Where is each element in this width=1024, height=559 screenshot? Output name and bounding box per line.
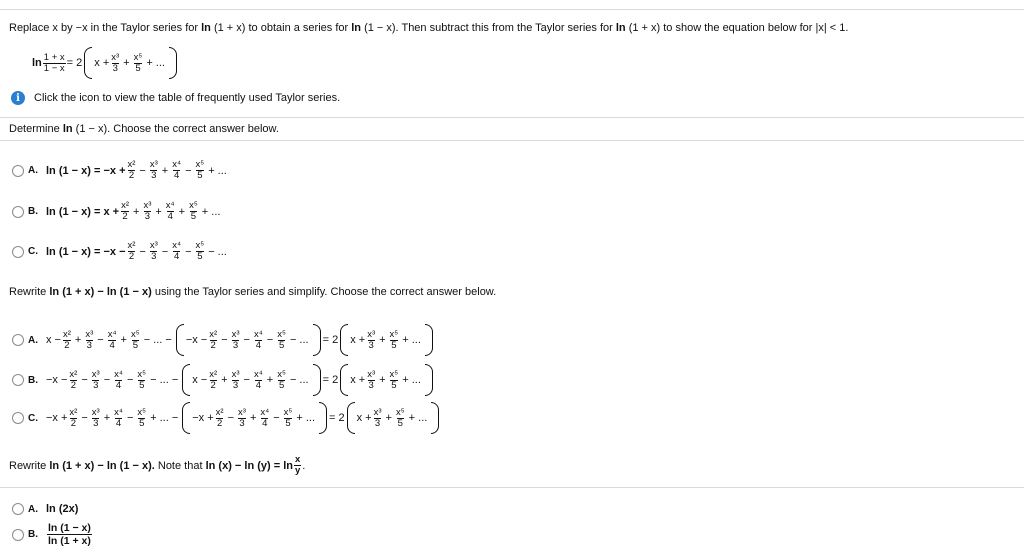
- operator: +: [385, 412, 392, 424]
- fraction: [113, 370, 124, 391]
- numerator: x⁵: [189, 200, 198, 211]
- denominator: 2: [128, 170, 135, 181]
- fraction: [120, 201, 130, 222]
- fraction: [215, 408, 225, 429]
- series-lead: x −: [192, 374, 208, 386]
- denominator: 5: [397, 417, 403, 429]
- operator: −: [266, 334, 274, 346]
- numerator: x: [294, 454, 301, 465]
- right-paren: [425, 364, 433, 396]
- operator: −: [139, 245, 146, 258]
- fraction: [208, 370, 218, 391]
- numerator: x³: [91, 406, 100, 418]
- denominator: 4: [255, 339, 262, 351]
- series-lead: −x +: [46, 412, 68, 424]
- fraction: [68, 370, 78, 391]
- ellipsis: + ...: [402, 334, 421, 346]
- operator: −: [243, 374, 250, 386]
- denominator: 2: [216, 417, 223, 429]
- denominator: ln (1 + x): [48, 535, 91, 547]
- intro-part: ln: [615, 22, 626, 34]
- ellipsis: + ... −: [150, 412, 179, 424]
- fraction: [366, 330, 376, 351]
- info-icon[interactable]: i: [11, 91, 25, 105]
- fraction: [373, 408, 383, 429]
- fraction: [276, 330, 287, 351]
- numerator: x⁴: [172, 159, 182, 170]
- fraction: [253, 330, 264, 351]
- denominator: 5: [139, 379, 145, 391]
- numerator: x³: [149, 240, 158, 251]
- numerator: x⁵: [137, 406, 147, 418]
- denominator: 3: [368, 339, 374, 351]
- denominator: 4: [115, 417, 122, 429]
- operator: +: [178, 205, 186, 218]
- option-letter: B.: [28, 529, 38, 540]
- operator: +: [155, 205, 162, 218]
- right-paren: [169, 47, 177, 79]
- denominator: 5: [391, 379, 397, 391]
- prompt-part: Rewrite: [9, 286, 47, 298]
- prompt-part: Determine: [9, 123, 60, 135]
- operator: −: [185, 164, 192, 177]
- intro-part: (1 + x) to obtain a series for: [213, 22, 349, 34]
- operator: +: [74, 334, 82, 346]
- option-lhs: ln (1 − x) = x +: [46, 205, 120, 218]
- numerator: x³: [367, 368, 376, 380]
- fraction: [127, 241, 137, 262]
- denominator: 2: [64, 339, 70, 351]
- option-lhs: ln (1 − x) = −x −: [46, 245, 126, 258]
- hint-row: [11, 91, 340, 105]
- intro-text: [9, 22, 848, 34]
- numerator: x⁵: [133, 51, 143, 63]
- denominator: 1 − x: [43, 62, 65, 74]
- right-paren: [431, 402, 439, 434]
- numerator: x⁵: [195, 159, 205, 170]
- operator: −: [139, 164, 146, 177]
- numerator: x³: [143, 200, 152, 211]
- ellipsis: − ...: [289, 334, 309, 346]
- operator: +: [249, 412, 257, 424]
- series-lead: x +: [356, 412, 372, 424]
- fraction: [171, 241, 182, 262]
- fraction: [165, 201, 176, 222]
- numerator: x³: [91, 368, 100, 380]
- fraction: [195, 241, 206, 262]
- intro-part: ln: [201, 22, 211, 34]
- intro-part: (1 − x). Then subtract this from the Taylor series for: [364, 22, 613, 34]
- denominator: 3: [232, 339, 239, 351]
- right-paren: [319, 402, 327, 434]
- operator: +: [266, 374, 274, 386]
- numerator: x²: [69, 368, 78, 380]
- fraction: [276, 370, 287, 391]
- fraction: [84, 330, 94, 351]
- left-paren: [84, 47, 92, 79]
- fraction: [107, 330, 118, 351]
- fraction: [136, 408, 147, 429]
- fraction: [389, 330, 400, 351]
- ellipsis: − ... −: [143, 334, 172, 346]
- left-paren: [182, 364, 190, 396]
- fraction: [366, 370, 376, 391]
- operator: −: [126, 412, 134, 424]
- fraction: [389, 370, 400, 391]
- radio-button[interactable]: [12, 165, 24, 177]
- denominator: 2: [122, 211, 128, 222]
- intro-part: −x: [75, 22, 88, 34]
- intro-part: ln: [351, 22, 362, 34]
- x-term: x +: [94, 57, 110, 69]
- section-divider: [0, 140, 1024, 141]
- fraction: [142, 201, 152, 222]
- numerator: x⁵: [195, 240, 205, 251]
- option-text: ln (2x): [46, 503, 79, 515]
- numerator: x⁴: [253, 328, 263, 340]
- q2-option-a[interactable]: [12, 324, 435, 356]
- denominator: 5: [132, 339, 138, 351]
- numerator: x⁴: [165, 200, 175, 211]
- fraction: [136, 370, 147, 391]
- denominator: 3: [93, 379, 99, 391]
- numerator: x²: [127, 159, 136, 170]
- fraction: [68, 408, 78, 429]
- numerator: x³: [231, 368, 240, 380]
- fraction: [195, 160, 206, 181]
- option-letter: A.: [28, 503, 38, 515]
- ellipsis: + ...: [146, 57, 165, 69]
- denominator: 3: [374, 417, 381, 429]
- radio-button[interactable]: [12, 503, 24, 515]
- ellipsis: + ...: [408, 412, 428, 424]
- numerator: x³: [149, 159, 158, 170]
- section-divider: [0, 117, 1024, 118]
- right-paren: [425, 324, 433, 356]
- denominator: 2: [210, 379, 216, 391]
- equals-two: = 2: [66, 57, 83, 69]
- operator: −: [81, 374, 88, 386]
- operator: −: [126, 374, 134, 386]
- radio-button[interactable]: [12, 374, 24, 386]
- fraction: [231, 330, 241, 351]
- series-lead: x +: [350, 374, 366, 386]
- intro-part: Replace x by: [9, 22, 73, 34]
- option-lhs: ln (1 − x) = −x +: [46, 164, 126, 177]
- q3-option-b[interactable]: [12, 522, 93, 547]
- denominator: 5: [135, 62, 141, 74]
- operator: −: [161, 245, 169, 258]
- option-letter: A.: [28, 334, 38, 346]
- denominator: 3: [86, 339, 92, 351]
- ellipsis: − ...: [289, 374, 309, 386]
- numerator: x³: [238, 406, 246, 418]
- left-paren: [182, 402, 190, 434]
- top-divider: [0, 9, 1024, 10]
- q1-option-c[interactable]: [12, 241, 229, 262]
- numerator: 1 + x: [43, 51, 65, 63]
- numerator: x⁵: [389, 368, 399, 380]
- fraction: [62, 330, 72, 351]
- denominator: 3: [112, 62, 118, 74]
- fraction: [231, 370, 241, 391]
- equals-two: = 2: [329, 412, 345, 424]
- denominator: 2: [128, 251, 135, 262]
- numerator: x⁴: [114, 368, 123, 380]
- fraction: [188, 201, 199, 222]
- q3-prompt: [9, 455, 305, 476]
- denominator: 3: [151, 170, 157, 181]
- numerator: x⁴: [253, 368, 263, 380]
- operator: −: [243, 334, 250, 346]
- operator: +: [120, 334, 127, 346]
- operator: +: [161, 164, 169, 177]
- operator: +: [133, 205, 140, 218]
- intro-part: in the Taylor series for: [90, 22, 199, 34]
- denominator: y: [294, 465, 301, 476]
- numerator: x⁵: [277, 368, 286, 380]
- numerator: x²: [69, 406, 78, 418]
- numerator: x⁵: [389, 328, 399, 340]
- denominator: 5: [190, 211, 197, 222]
- operator: −: [103, 374, 111, 386]
- equals-two: = 2: [322, 374, 339, 386]
- fraction: [43, 53, 66, 74]
- denominator: 5: [197, 251, 203, 262]
- numerator: x⁴: [107, 328, 117, 340]
- ln-text: ln: [32, 57, 42, 69]
- prompt-part: ln (x) − ln (y) = ln: [205, 459, 293, 472]
- q2-option-b[interactable]: [12, 364, 435, 396]
- fraction: [130, 330, 141, 351]
- numerator: x³: [373, 406, 382, 418]
- denominator: 5: [278, 379, 285, 391]
- numerator: x⁵: [277, 328, 286, 340]
- numerator: x⁴: [260, 406, 270, 418]
- fraction: [237, 408, 247, 429]
- left-paren: [176, 324, 184, 356]
- numerator: x⁴: [114, 406, 123, 418]
- denominator: 4: [262, 417, 268, 429]
- q1-option-a[interactable]: [12, 160, 229, 181]
- numerator: x⁴: [172, 240, 182, 251]
- left-paren: [347, 402, 355, 434]
- ellipsis: + ...: [201, 205, 221, 218]
- denominator: 5: [278, 339, 285, 351]
- numerator: x²: [127, 240, 136, 251]
- numerator: x⁵: [130, 328, 140, 340]
- denominator: 4: [167, 211, 173, 222]
- denominator: 3: [93, 417, 99, 429]
- fraction: [149, 241, 159, 262]
- numerator: x³: [111, 51, 120, 63]
- q1-option-b[interactable]: [12, 201, 222, 222]
- numerator: x²: [121, 200, 129, 211]
- radio-button[interactable]: [12, 246, 24, 258]
- hint-text: Click the icon to view the table of frequently used Taylor series.: [34, 92, 341, 104]
- prompt-part: ln (1 + x) − ln (1 − x): [49, 286, 152, 298]
- denominator: 3: [232, 379, 239, 391]
- numerator: x⁵: [137, 368, 147, 380]
- right-paren: [313, 324, 321, 356]
- series-lead: −x +: [192, 412, 214, 424]
- radio-button[interactable]: [12, 334, 24, 346]
- numerator: ln (1 − x): [48, 522, 91, 534]
- prompt-part: ln: [62, 123, 73, 135]
- operator: +: [123, 57, 130, 69]
- series-lead: x −: [46, 334, 61, 346]
- numerator: x²: [209, 328, 218, 340]
- numerator: x³: [231, 328, 240, 340]
- denominator: 5: [139, 417, 145, 429]
- right-paren: [313, 364, 321, 396]
- prompt-part: .: [302, 459, 306, 472]
- ellipsis: + ...: [296, 412, 316, 424]
- prompt-part: ln (1 + x) − ln (1 − x).: [49, 459, 155, 472]
- denominator: 3: [368, 379, 374, 391]
- prompt-part: (1 − x). Choose the correct answer below.: [75, 123, 279, 135]
- fraction: [91, 370, 101, 391]
- fraction: [149, 160, 159, 181]
- q2-option-c[interactable]: [12, 402, 441, 434]
- operator: −: [227, 412, 235, 424]
- fraction: [113, 408, 124, 429]
- prompt-part: using the Taylor series and simplify. Choose the correct answer below.: [154, 286, 497, 298]
- operator: −: [273, 412, 280, 424]
- series-lead: −x −: [46, 374, 68, 386]
- denominator: 2: [210, 339, 216, 351]
- fraction: [294, 455, 301, 476]
- ellipsis: − ...: [208, 245, 227, 258]
- equals-two: = 2: [322, 334, 339, 346]
- fraction: [253, 370, 264, 391]
- ellipsis: + ...: [402, 374, 421, 386]
- denominator: 3: [151, 251, 157, 262]
- section-divider: [0, 487, 1024, 488]
- ellipsis: − ... −: [150, 374, 179, 386]
- fraction: [127, 160, 137, 181]
- denominator: 5: [285, 417, 291, 429]
- operator: −: [97, 334, 104, 346]
- fraction: [110, 53, 120, 74]
- operator: −: [185, 245, 192, 258]
- radio-button[interactable]: [12, 206, 24, 218]
- fraction: [208, 330, 218, 351]
- fraction: [91, 408, 101, 429]
- option-letter: C.: [28, 412, 38, 424]
- series-lead: x +: [350, 334, 366, 346]
- option-letter: B.: [28, 206, 38, 217]
- option-letter: B.: [28, 374, 38, 386]
- operator: +: [379, 374, 386, 386]
- denominator: 4: [173, 251, 180, 262]
- fraction: [283, 408, 294, 429]
- operator: +: [379, 334, 386, 346]
- radio-button[interactable]: [12, 529, 24, 541]
- numerator: x⁵: [395, 406, 405, 418]
- q1-prompt: [9, 123, 279, 135]
- denominator: 4: [115, 379, 122, 391]
- fraction: [395, 408, 406, 429]
- fraction: [47, 522, 92, 547]
- left-paren: [340, 324, 348, 356]
- q3-option-a[interactable]: [12, 503, 78, 515]
- numerator: x⁵: [283, 406, 293, 418]
- target-equation: [32, 47, 179, 79]
- operator: +: [103, 412, 111, 424]
- series-lead: −x −: [185, 334, 208, 346]
- denominator: 3: [144, 211, 151, 222]
- denominator: 4: [173, 170, 180, 181]
- fraction: [171, 160, 182, 181]
- numerator: x²: [215, 406, 224, 418]
- ellipsis: + ...: [208, 164, 227, 177]
- option-letter: A.: [28, 165, 38, 176]
- prompt-part: Rewrite: [9, 459, 47, 472]
- left-paren: [340, 364, 348, 396]
- denominator: 4: [109, 339, 115, 351]
- denominator: 3: [239, 417, 245, 429]
- q2-prompt: [9, 286, 496, 298]
- operator: −: [81, 412, 88, 424]
- denominator: 4: [255, 379, 262, 391]
- operator: +: [221, 374, 228, 386]
- denominator: 2: [70, 379, 77, 391]
- intro-part: (1 + x) to show the equation below for |x| < 1.: [628, 22, 849, 34]
- denominator: 5: [197, 170, 203, 181]
- fraction: [133, 53, 144, 74]
- denominator: 5: [391, 339, 397, 351]
- numerator: x²: [62, 328, 71, 340]
- option-letter: C.: [28, 246, 38, 257]
- denominator: 2: [70, 417, 77, 429]
- radio-button[interactable]: [12, 412, 24, 424]
- numerator: x³: [85, 328, 94, 340]
- prompt-part: Note that: [157, 459, 203, 472]
- numerator: x²: [209, 368, 218, 380]
- numerator: x³: [367, 328, 376, 340]
- operator: −: [221, 334, 228, 346]
- fraction: [259, 408, 270, 429]
